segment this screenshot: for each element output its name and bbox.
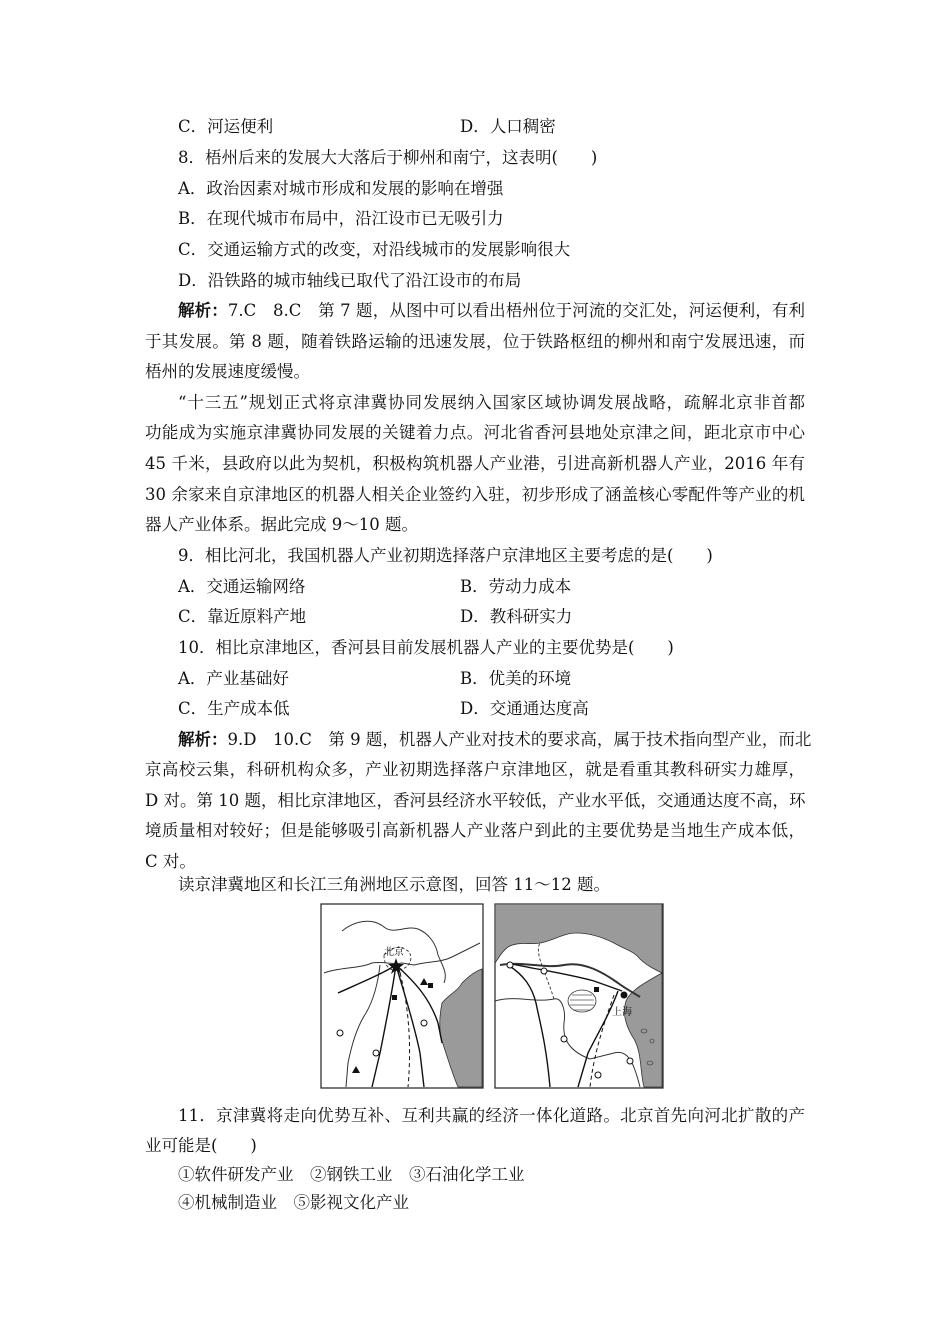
q8-option-b: B．在现代城市布局中，沿江设市已无吸引力 bbox=[178, 209, 504, 228]
q9-option-d: D．教科研实力 bbox=[460, 607, 573, 626]
shanghai-label: 上海 bbox=[612, 1007, 632, 1018]
q9-option-b: B．劳动力成本 bbox=[460, 577, 572, 596]
region-maps-figure bbox=[320, 903, 664, 1089]
passage-line4: 30 余家来自京津地区的机器人相关企业签约入驻，初步形成了涵盖核心零配件等产业的机 bbox=[145, 485, 805, 504]
explain1-line2: 于其发展。第 8 题，随着铁路运输的迅速发展，位于铁路枢纽的柳州和南宁发展迅速，而 bbox=[145, 332, 805, 351]
q8-stem: 8．梧州后来的发展大大落后于柳州和南宁，这表明( ) bbox=[178, 148, 598, 167]
explain-label: 解析： bbox=[178, 730, 228, 749]
beijing-label: 北京 bbox=[384, 947, 404, 958]
q10-stem: 10．相比京津地区，香河县目前发展机器人产业的主要优势是( ) bbox=[178, 638, 674, 657]
q11-choices-line1: ①软件研发产业 ②钢铁工业 ③石油化学工业 bbox=[178, 1165, 525, 1184]
passage-line1: “十三五”规划正式将京津冀协同发展纳入国家区域协调发展战略，疏解北京非首都 bbox=[178, 393, 805, 412]
explain1-text: 7.C 8.C 第 7 题，从图中可以看出梧州位于河流的交汇处，河运便利，有利 bbox=[227, 301, 805, 320]
passage-line3: 45 千米，县政府以此为契机，积极构筑机器人产业港，引进高新机器人产业，2016 年有 bbox=[145, 454, 805, 473]
q8-option-a: A．政治因素对城市形成和发展的影响在增强 bbox=[178, 179, 504, 198]
jingjinji-map bbox=[321, 904, 483, 1088]
explain-label: 解析： bbox=[178, 301, 228, 320]
explain2-text: 9.D 10.C 第 9 题，机器人产业对技术的要求高，属于技术指向型产业，而北 bbox=[227, 730, 812, 749]
q10-option-d: D．交通通达度高 bbox=[460, 699, 589, 718]
q9-option-c: C．靠近原料产地 bbox=[178, 607, 307, 626]
q11-stem-line1: 11．京津冀将走向优势互补、互利共赢的经济一体化道路。北京首先向河北扩散的产 bbox=[178, 1106, 805, 1125]
q10-option-c: C．生产成本低 bbox=[178, 699, 290, 718]
passage-line2: 功能成为实施京津冀协同发展的关键着力点。河北省香河县地处京津之间，距北京市中心 bbox=[145, 423, 805, 442]
explain2-line1 bbox=[178, 729, 812, 751]
q7-option-c: C．河运便利 bbox=[178, 117, 274, 136]
q11-choices-line2: ④机械制造业 ⑤影视文化产业 bbox=[178, 1193, 409, 1212]
explain2-line4: 境质量相对较好；但是能够吸引高新机器人产业落户到此的主要优势是当地生产成本低， bbox=[145, 821, 805, 840]
q7-option-d: D．人口稠密 bbox=[460, 117, 556, 136]
explain2-line2: 京高校云集，科研机构众多，产业初期选择落户京津地区，就是看重其教科研实力雄厚， bbox=[145, 760, 805, 779]
map-intro: 读京津冀地区和长江三角洲地区示意图，回答 11～12 题。 bbox=[178, 875, 610, 894]
passage-line5: 器人产业体系。据此完成 9～10 题。 bbox=[145, 515, 418, 534]
q10-option-a: A．产业基础好 bbox=[178, 669, 289, 688]
yangtze-delta-map bbox=[495, 904, 663, 1088]
q10-option-b: B．优美的环境 bbox=[460, 669, 572, 688]
q9-stem: 9．相比河北，我国机器人产业初期选择落户京津地区主要考虑的是( ) bbox=[178, 546, 713, 565]
explain2-line3: D 对。第 10 题，相比京津地区，香河县经济水平较低，产业水平低，交通通达度不高，环 bbox=[145, 791, 806, 810]
explain2-line5: C 对。 bbox=[145, 852, 196, 871]
q8-option-c: C．交通运输方式的改变，对沿线城市的发展影响很大 bbox=[178, 240, 571, 259]
explain1-line3: 梧州的发展速度缓慢。 bbox=[145, 362, 310, 381]
q11-stem-line2: 业可能是( ) bbox=[145, 1136, 257, 1155]
q8-option-d: D．沿铁路的城市轴线已取代了沿江设市的布局 bbox=[178, 271, 522, 290]
explain1-line1 bbox=[178, 300, 805, 322]
q9-option-a: A．交通运输网络 bbox=[178, 577, 306, 596]
